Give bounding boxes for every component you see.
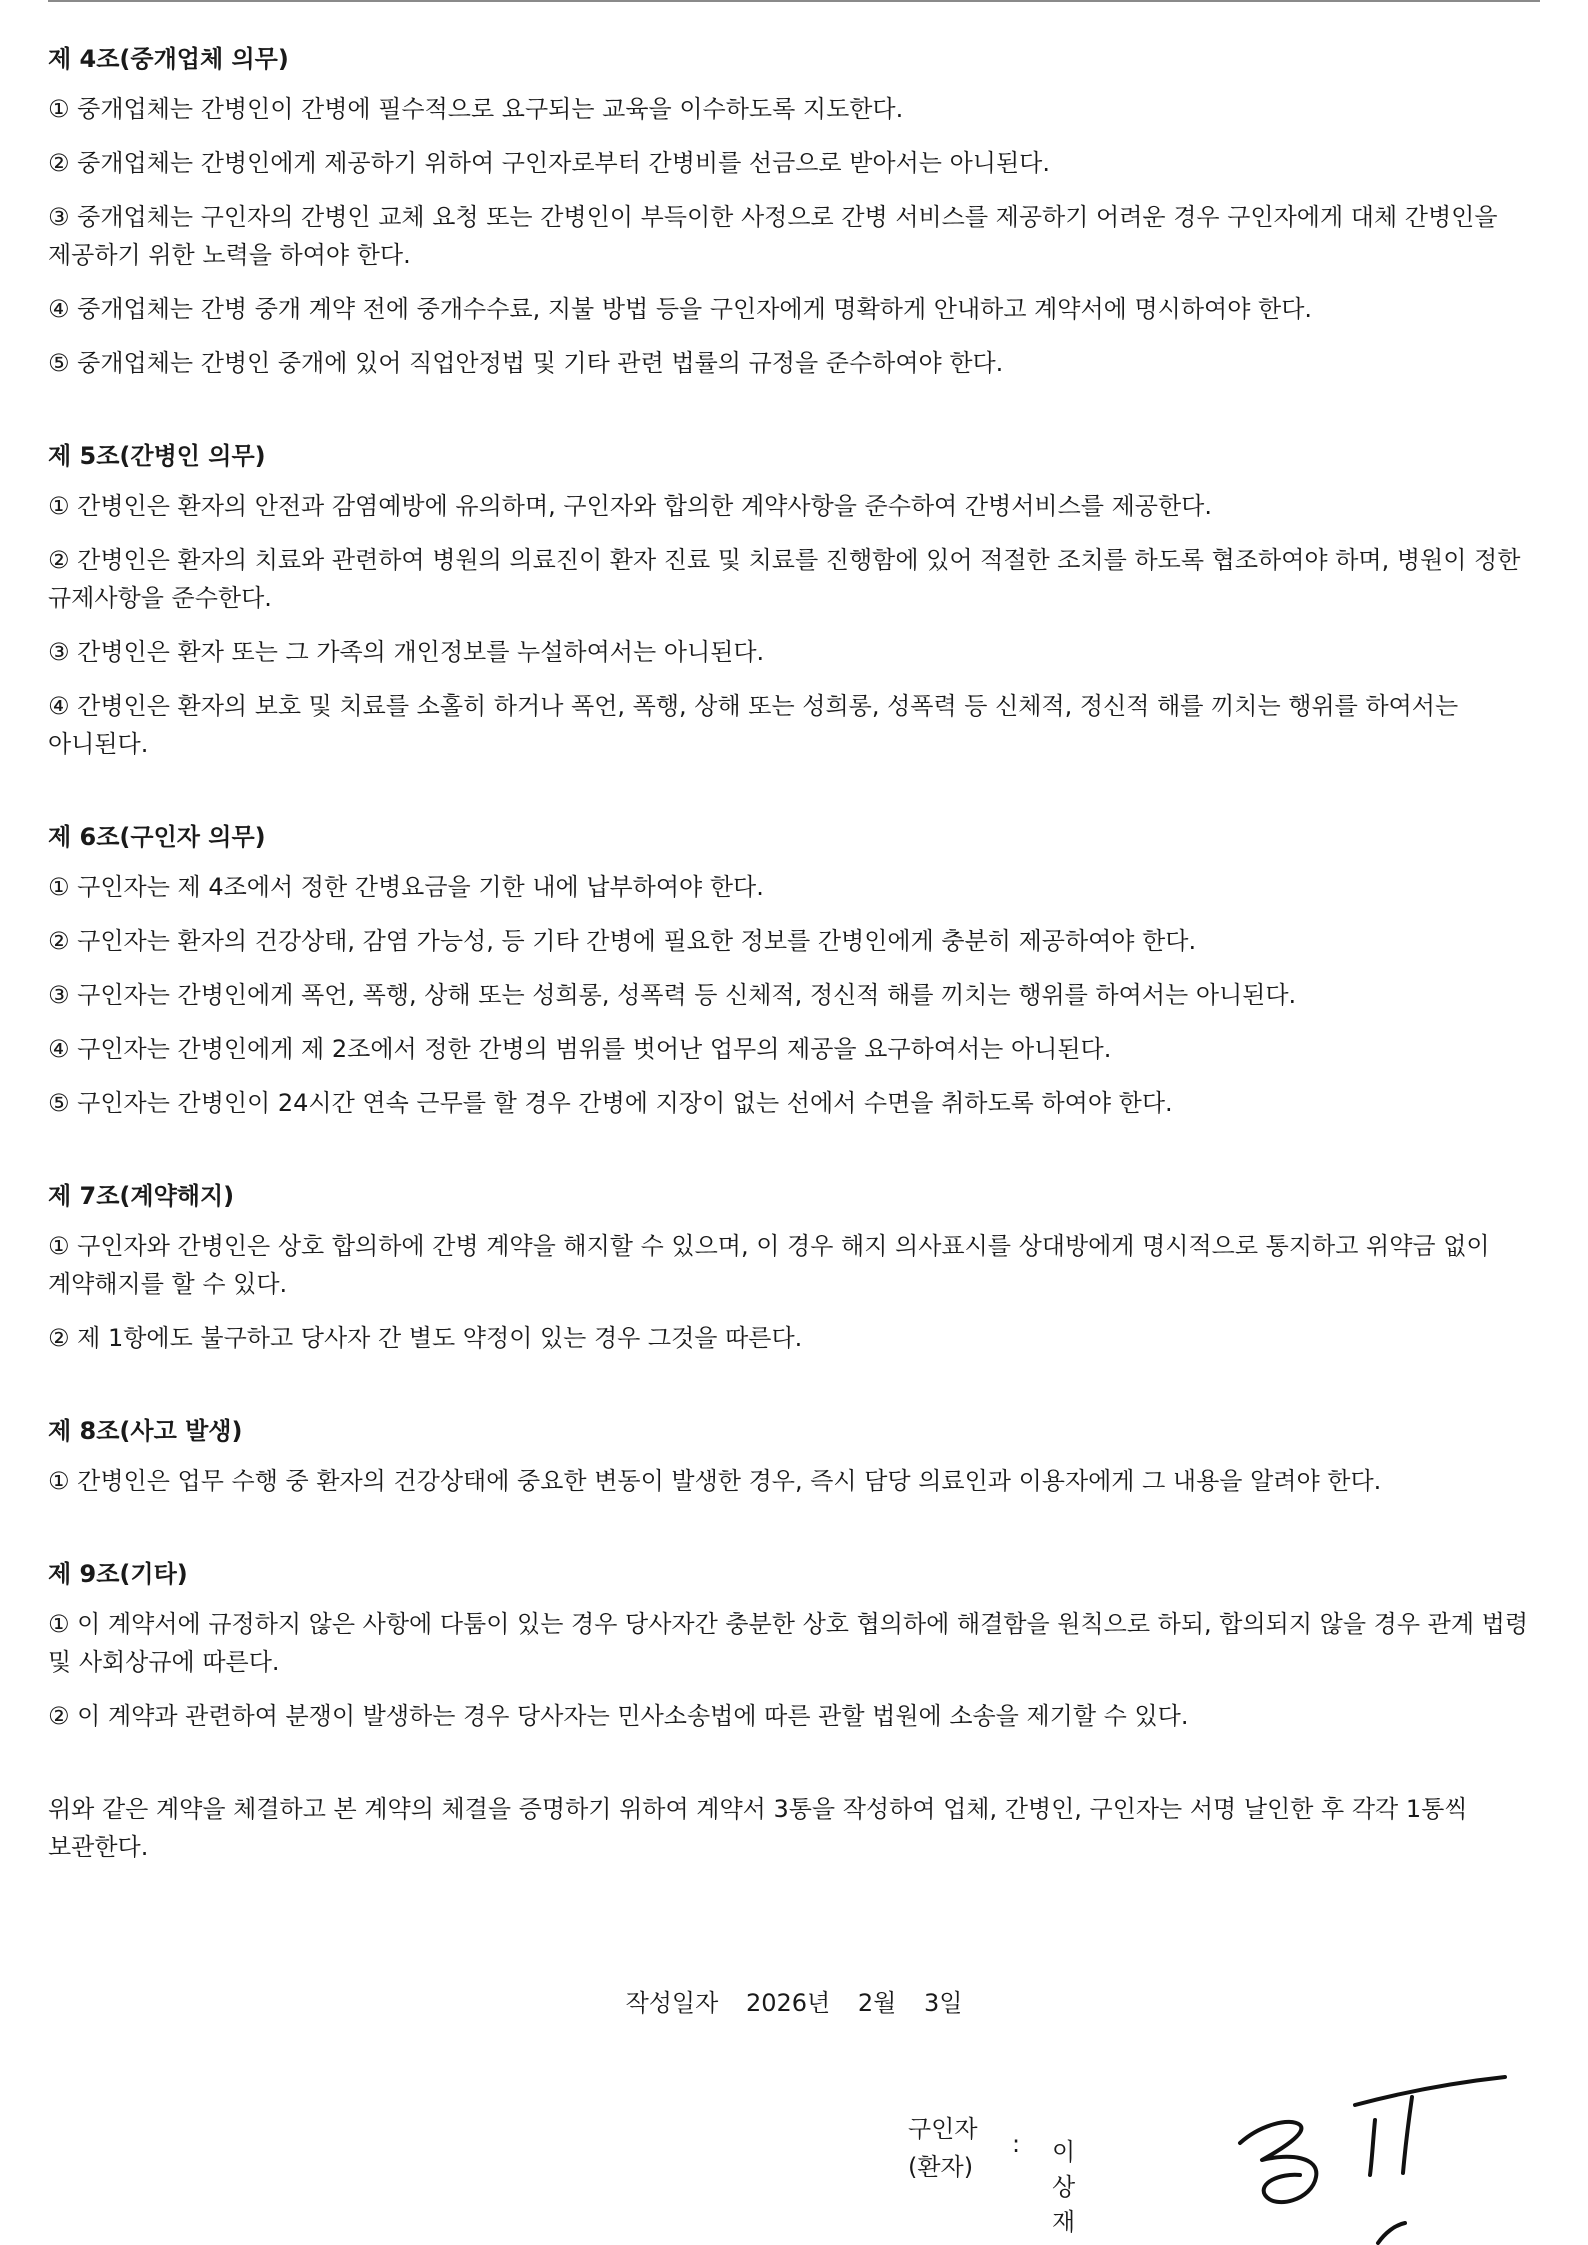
top-divider [48, 0, 1540, 2]
clause: ① 간병인은 환자의 안전과 감염예방에 유의하며, 구인자와 합의한 계약사항을 준수하여 간병서비스를 제공한다. [48, 492, 1212, 520]
article-7 [48, 1177, 1540, 1357]
clause: ① 구인자는 제 4조에서 정한 간병요금을 기한 내에 납부하여야 한다. [48, 873, 764, 901]
date-year: 2026년 [745, 1989, 831, 2017]
clause: ① 간병인은 업무 수행 중 환자의 건강상태에 중요한 변동이 발생한 경우, 즉시 담당 의료인과 이용자에게 그 내용을 알려야 한다. [48, 1467, 1382, 1495]
article-title: 제 9조(기타) [48, 1560, 188, 1588]
signer-role-line2: (환자) [908, 2153, 974, 2181]
article-4 [48, 40, 1540, 382]
article-5 [48, 437, 1540, 763]
article-title: 제 6조(구인자 의무) [48, 823, 266, 851]
signer-colon: : [1012, 2130, 1021, 2158]
clause: ① 중개업체는 간병인이 간병에 필수적으로 요구되는 교육을 이수하도록 지도한다. [48, 95, 904, 123]
closing-statement: 위와 같은 계약을 체결하고 본 계약의 체결을 증명하기 위하여 계약서 3통을 작성하여 업체, 간병인, 구인자는 서명 날인한 후 각각 1통씩 보관한다. [48, 1795, 1468, 1861]
clause: ② 제 1항에도 불구하고 당사자 간 별도 약정이 있는 경우 그것을 따른다. [48, 1324, 803, 1352]
clause: ② 구인자는 환자의 건강상태, 감염 가능성, 등 기타 간병에 필요한 정보를 간병인에게 충분히 제공하여야 한다. [48, 927, 1197, 955]
handwritten-signature [1220, 2065, 1520, 2245]
contract-body [48, 40, 1540, 1890]
clause: ③ 구인자는 간병인에게 폭언, 폭행, 상해 또는 성희롱, 성폭력 등 신체적, 정신적 해를 끼치는 행위를 하여서는 아니된다. [48, 981, 1297, 1009]
clause: ② 간병인은 환자의 치료와 관련하여 병원의 의료진이 환자 진료 및 치료를 진행함에 있어 적절한 조치를 하도록 협조하여야 하며, 병원이 정한 규제사항을 준수한다. [48, 546, 1521, 612]
signer-name: 이상재 [1052, 2138, 1076, 2236]
date-month: 2월 [857, 1989, 897, 2017]
clause: ③ 간병인은 환자 또는 그 가족의 개인정보를 누설하여서는 아니된다. [48, 638, 765, 666]
article-9 [48, 1555, 1540, 1735]
clause: ④ 간병인은 환자의 보호 및 치료를 소홀히 하거나 폭언, 폭행, 상해 또는 성희롱, 성폭력 등 신체적, 정신적 해를 끼치는 행위를 하여서는 아니된다. [48, 692, 1459, 758]
clause: ④ 구인자는 간병인에게 제 2조에서 정한 간병의 범위를 벗어난 업무의 제공을 요구하여서는 아니된다. [48, 1035, 1112, 1063]
clause: ① 이 계약서에 규정하지 않은 사항에 다툼이 있는 경우 당사자간 충분한 상호 협의하에 해결함을 원칙으로 하되, 합의되지 않을 경우 관계 법령 및 사회상규에 따른다. [48, 1610, 1529, 1676]
written-date [0, 1983, 1588, 2018]
signer-role [908, 2110, 1028, 2186]
clause: ① 구인자와 간병인은 상호 합의하에 간병 계약을 해지할 수 있으며, 이 경우 해지 의사표시를 상대방에게 명시적으로 통지하고 위약금 없이 계약해지를 할 수 있다. [48, 1232, 1490, 1298]
article-6 [48, 818, 1540, 1122]
article-title: 제 5조(간병인 의무) [48, 442, 266, 470]
clause: ⑤ 중개업체는 간병인 중개에 있어 직업안정법 및 기타 관련 법률의 규정을 준수하여야 한다. [48, 349, 1004, 377]
clause: ② 이 계약과 관련하여 분쟁이 발생하는 경우 당사자는 민사소송법에 따른 관할 법원에 소송을 제기할 수 있다. [48, 1702, 1189, 1730]
article-8 [48, 1412, 1540, 1500]
date-label: 작성일자 [625, 1989, 719, 2017]
date-day: 3일 [923, 1989, 963, 2017]
clause: ② 중개업체는 간병인에게 제공하기 위하여 구인자로부터 간병비를 선금으로 받아서는 아니된다. [48, 149, 1050, 177]
clause: ④ 중개업체는 간병 중개 계약 전에 중개수수료, 지불 방법 등을 구인자에게 명확하게 안내하고 계약서에 명시하여야 한다. [48, 295, 1313, 323]
article-title: 제 7조(계약해지) [48, 1182, 235, 1210]
clause: ⑤ 구인자는 간병인이 24시간 연속 근무를 할 경우 간병에 지장이 없는 선에서 수면을 취하도록 하여야 한다. [48, 1089, 1173, 1117]
article-title: 제 8조(사고 발생) [48, 1417, 243, 1445]
clause: ③ 중개업체는 구인자의 간병인 교체 요청 또는 간병인이 부득이한 사정으로 간병 서비스를 제공하기 어려운 경우 구인자에게 대체 간병인을 제공하기 위한 노력을 하여야 한다. [48, 203, 1498, 269]
article-title: 제 4조(중개업체 의무) [48, 45, 289, 73]
signer-role-line1: 구인자 [908, 2115, 978, 2143]
